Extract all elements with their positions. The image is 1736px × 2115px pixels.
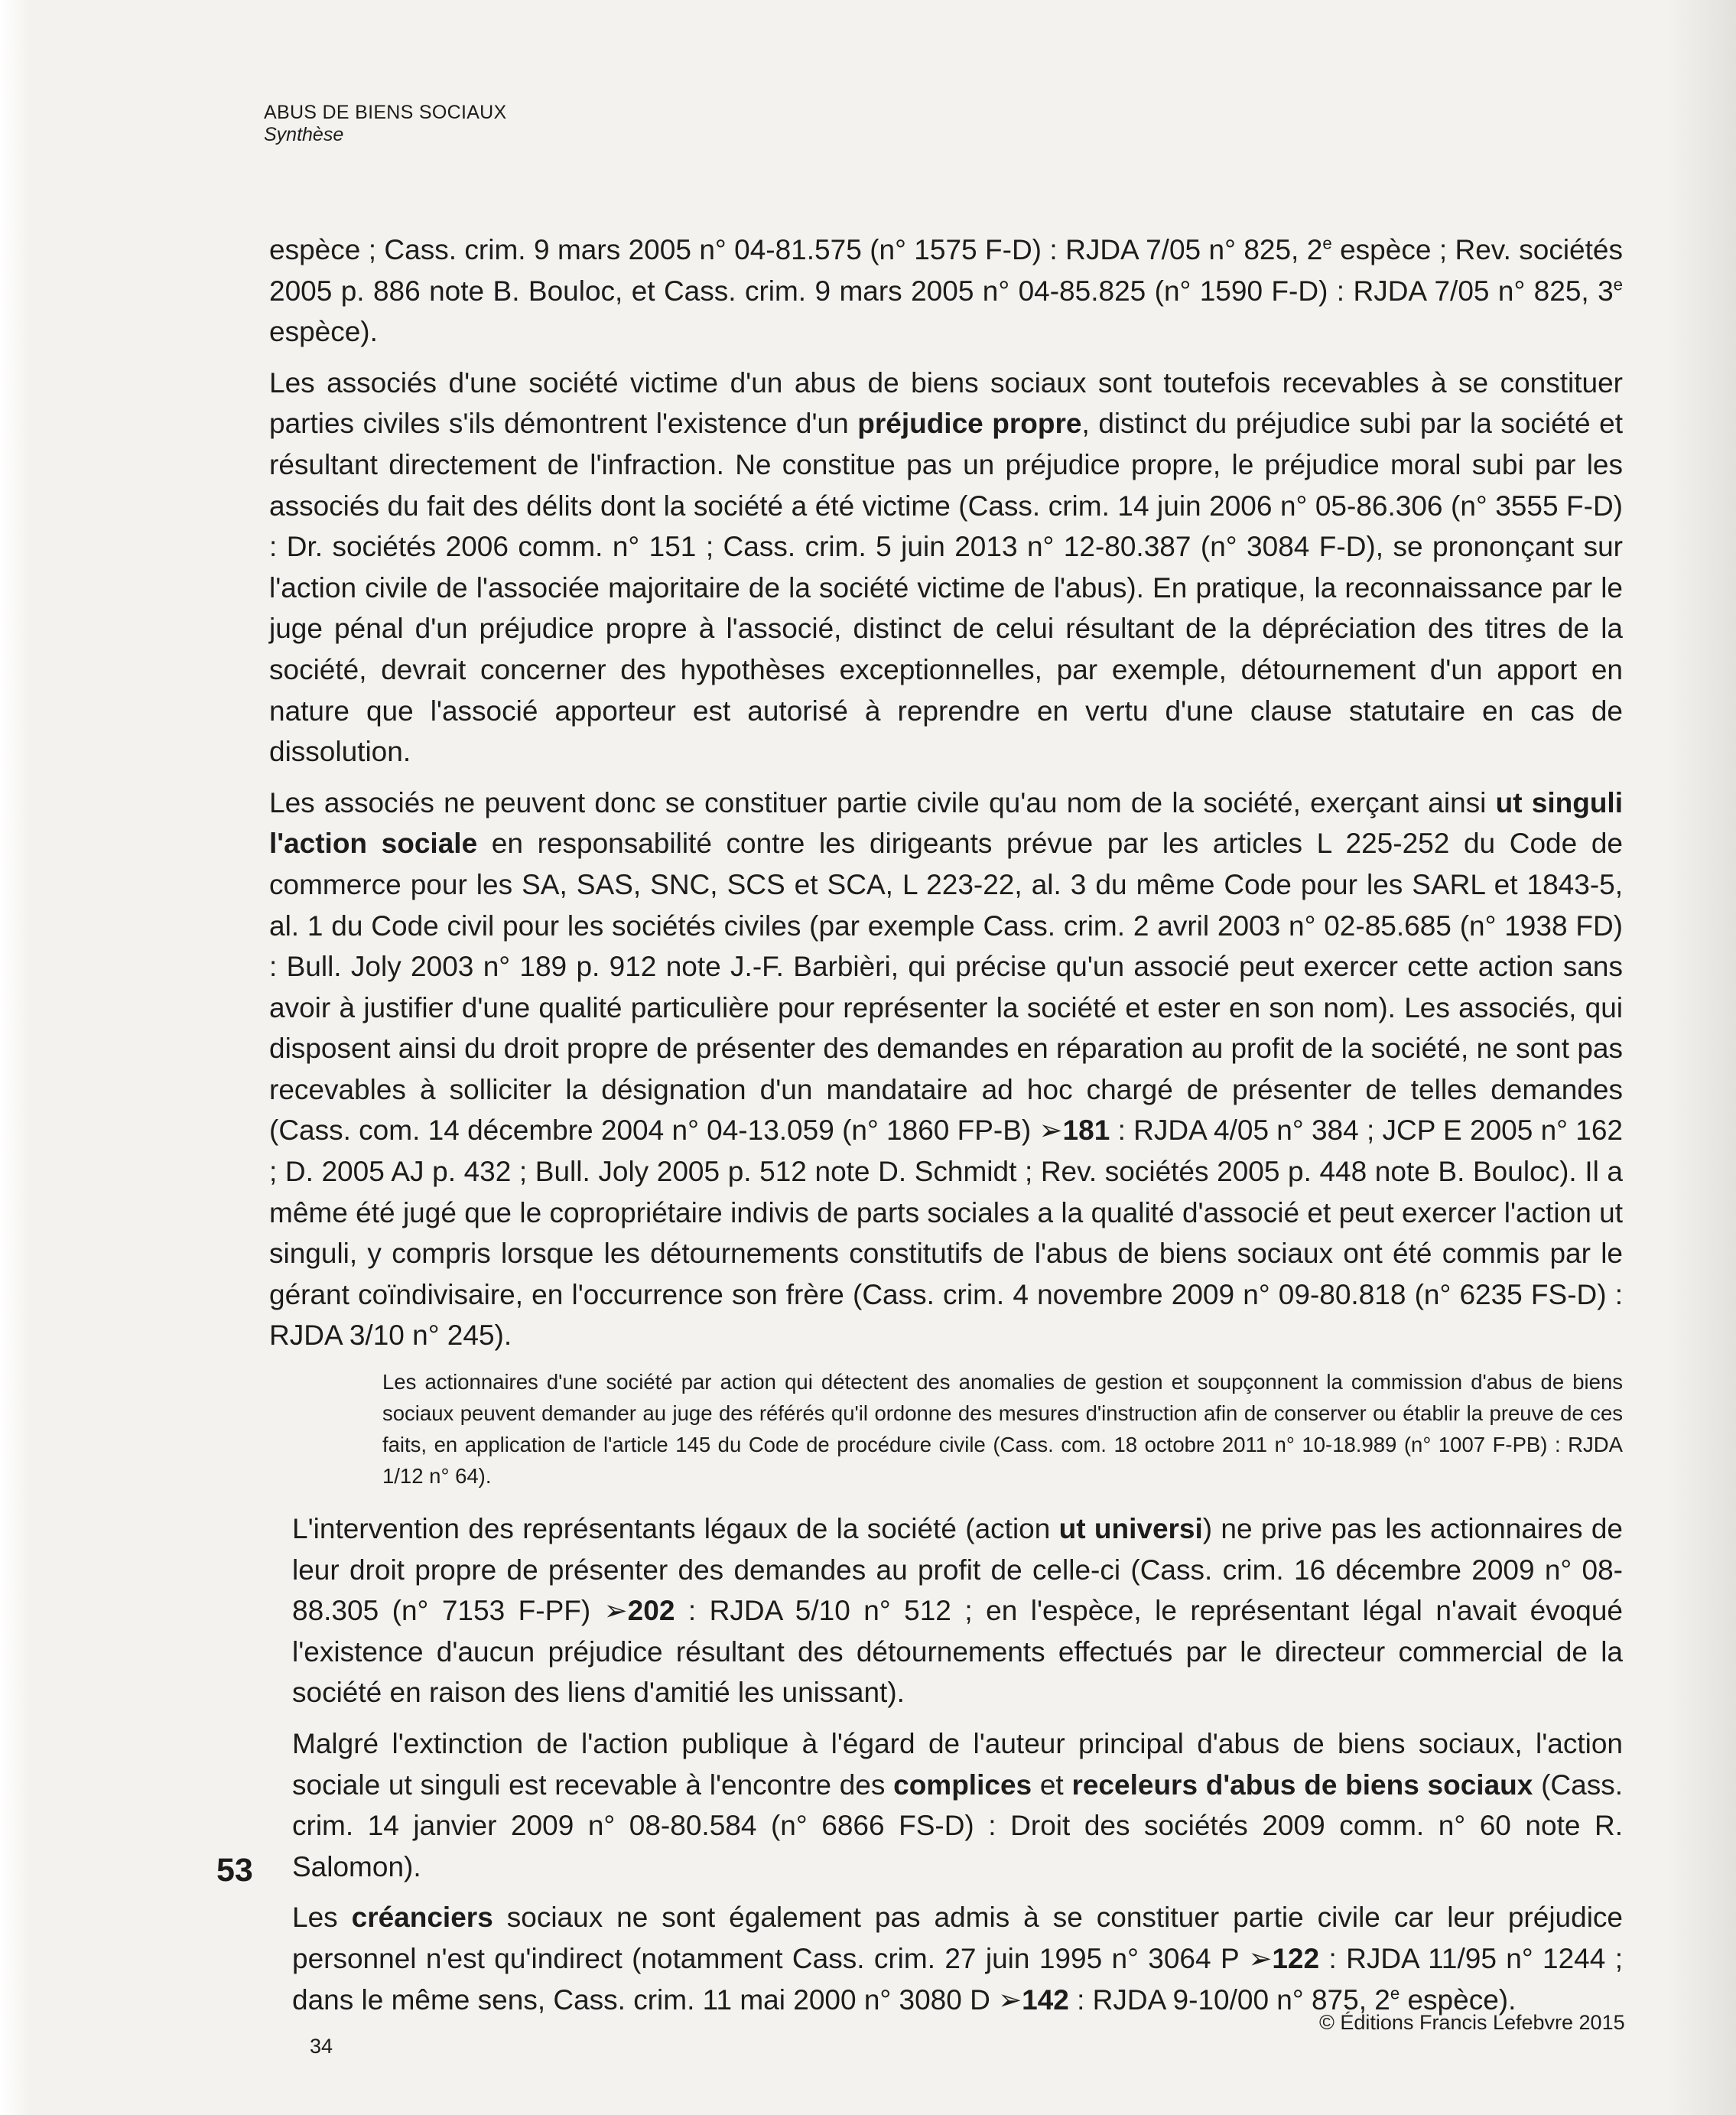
paragraph bbox=[292, 1897, 1623, 2020]
text-run: et bbox=[1032, 1768, 1072, 1801]
bold-term: ➢122 bbox=[1248, 1942, 1320, 1974]
text-run: espèce). bbox=[1400, 1983, 1517, 2016]
bold-term: ➢181 bbox=[1039, 1114, 1110, 1147]
bold-term: ➢142 bbox=[998, 1983, 1069, 2016]
paragraph bbox=[269, 783, 1623, 1356]
body-text bbox=[269, 229, 1623, 2030]
bold-term: ➢202 bbox=[603, 1595, 675, 1627]
paragraph bbox=[292, 1723, 1623, 1887]
page-binding-shadow bbox=[1667, 0, 1736, 2115]
note-paragraph bbox=[382, 1366, 1623, 1492]
bold-term: créanciers bbox=[351, 1902, 493, 1934]
text-run: : RJDA 4/05 n° 384 ; JCP E 2005 n° 162 ; D. 2005 AJ p. 432 ; Bull. Joly 2005 p. 512 note D. Schmidt ; Rev. sociétés 2005 p. 448 note B. Bouloc). Il a même été jugé que le copropriétaire indivis de parts sociales a la qualité d'associé et peut exercer l'action ut singuli, y compris lorsque les détournements constitutifs de l'abus de biens sociaux ont été commis par le gérant coïndivisaire, en l'occurrence son frère (Cass. crim. 4 novembre 2009 n° 09-80.818 (n° 6235 FS-D) : RJDA 3/10 n° 245). bbox=[269, 1114, 1623, 1352]
bold-term: ut universi bbox=[1058, 1513, 1203, 1545]
superscript: e bbox=[1390, 1983, 1400, 2003]
text-run: : RJDA 5/10 n° 512 ; en l'espèce, le représentant légal n'avait évoqué l'existence d'aucun préjudice résultant des détournements effectués par le directeur commercial de la société en raison des liens d'amitié les unissant). bbox=[292, 1595, 1623, 1709]
text-run: L'intervention des représentants légaux de la société (action bbox=[292, 1513, 1059, 1545]
bold-term: complices bbox=[893, 1768, 1032, 1801]
bold-term: receleurs d'abus de biens sociaux bbox=[1071, 1768, 1533, 1801]
text-run: espèce ; Cass. crim. 9 mars 2005 n° 04-81.575 (n° 1575 F-D) : RJDA 7/05 n° 825, 2 bbox=[269, 234, 1323, 265]
body-block-2 bbox=[269, 1508, 1623, 2020]
bold-term: préjudice propre bbox=[857, 408, 1082, 440]
body-block-1 bbox=[269, 229, 1623, 1356]
superscript: e bbox=[1613, 275, 1623, 294]
text-run: sociaux ne sont également pas admis à se constituer partie civile car leur préjudice personnel n'est qu'indirect (notamment Cass. crim. 27 juin 1995 n° 3064 P bbox=[292, 1902, 1623, 1974]
text-run: ) ne prive pas les actionnaires de leur droit propre de présenter des demandes au profit de celle-ci (Cass. crim. 16 décembre 2009 n° 08-88.305 (n° 7153 F-PF) bbox=[292, 1513, 1623, 1627]
text-run: Les associés d'une société victime d'un abus de biens sociaux sont toutefois recevables à se constituer parties civiles s'ils démontrent l'existence d'un bbox=[269, 366, 1623, 440]
copyright: © Éditions Francis Lefebvre 2015 bbox=[1319, 2011, 1625, 2034]
running-head bbox=[264, 102, 507, 146]
page-edge bbox=[0, 0, 31, 2115]
paragraph-number: 53 bbox=[216, 1852, 253, 1889]
superscript: e bbox=[1322, 233, 1332, 253]
text-run: en responsabilité contre les dirigeants prévue par les articles L 225-252 du Code de commerce pour les SA, SAS, SNC, SCS et SCA, L 223-22, al. 3 du même Code pour les SARL et 1843-5, al. 1 du Code civil pour les sociétés civiles (par exemple Cass. crim. 2 avril 2003 n° 02-85.685 (n° 1938 FD) : Bull. Joly 2003 n° 189 p. 912 note J.-F. Barbièri, qui précise qu'un associé peut exercer cette action sans avoir à justifier d'une qualité particulière pour représenter la société et ester en son nom). Les associés, qui disposent ainsi du droit propre de présenter des demandes en réparation au profit de la société, ne sont pas recevables à solliciter la désignation d'un mandataire ad hoc chargé de présenter de telles demandes (Cass. com. 14 décembre 2004 n° 04-13.059 (n° 1860 FP-B) bbox=[269, 828, 1623, 1147]
paragraph bbox=[292, 1508, 1623, 1713]
text-run: , distinct du préjudice subi par la société et résultant directement de l'infraction. Ne constitue pas un préjudice propre, le préjudice moral subi par les associés du fait des délits dont la société a été victime (Cass. crim. 14 juin 2006 n° 05-86.306 (n° 3555 F-D) : Dr. sociétés 2006 comm. n° 151 ; Cass. crim. 5 juin 2013 n° 12-80.387 (n° 3084 F-D), se prononçant sur l'action civile de l'associée majoritaire de la société victime de l'abus). En pratique, la reconnaissance par le juge pénal d'un préjudice propre à l'associé, distinct de celui résultant de la dépréciation des titres de la société, devrait concerner des hypothèses exceptionnelles, par exemple, détournement d'un apport en nature que l'associé apporteur est autorisé à reprendre en vertu d'une clause statutaire en cas de dissolution. bbox=[269, 408, 1624, 768]
bold-term: ut singuli l'action sociale bbox=[269, 786, 1623, 860]
section-title: ABUS DE BIENS SOCIAUX bbox=[264, 102, 507, 123]
text-run: Les actionnaires d'une société par action qui détectent des anomalies de gestion et soupçonnent la commission d'abus de biens sociaux peuvent demander au juge des référés qu'il ordonne des mesures d'instruction afin de conserver ou établir la preuve de ces faits, en application de l'article 145 du Code de procédure civile (Cass. com. 18 octobre 2011 n° 10-18.989 (n° 1007 F-PB) : RJDA 1/12 n° 64). bbox=[382, 1370, 1623, 1489]
paragraph bbox=[269, 229, 1623, 353]
text-run: Malgré l'extinction de l'action publique à l'égard de l'auteur principal d'abus de biens sociaux, l'action sociale ut singuli est recevable à l'encontre des bbox=[292, 1728, 1623, 1801]
paragraph bbox=[269, 363, 1623, 773]
page-number: 34 bbox=[310, 2035, 333, 2058]
text-run: espèce ; Rev. sociétés 2005 p. 886 note B. Bouloc, et Cass. crim. 9 mars 2005 n° 04-85.825 (n° 1590 F-D) : RJDA 7/05 n° 825, 3 bbox=[269, 234, 1623, 307]
text-run: Les bbox=[292, 1902, 352, 1934]
text-run: : RJDA 11/95 n° 1244 ; dans le même sens, Cass. crim. 11 mai 2000 n° 3080 D bbox=[292, 1942, 1623, 2016]
text-run: Les associés ne peuvent donc se constituer partie civile qu'au nom de la société, exerçant ainsi bbox=[269, 786, 1496, 818]
text-run: (Cass. crim. 14 janvier 2009 n° 08-80.584 (n° 6866 FS-D) : Droit des sociétés 2009 comm. n° 60 note R. Salomon). bbox=[292, 1768, 1623, 1882]
section-subtitle: Synthèse bbox=[264, 123, 344, 145]
text-run: espèce). bbox=[269, 316, 378, 348]
text-run: : RJDA 9-10/00 n° 875, 2 bbox=[1068, 1983, 1390, 2016]
